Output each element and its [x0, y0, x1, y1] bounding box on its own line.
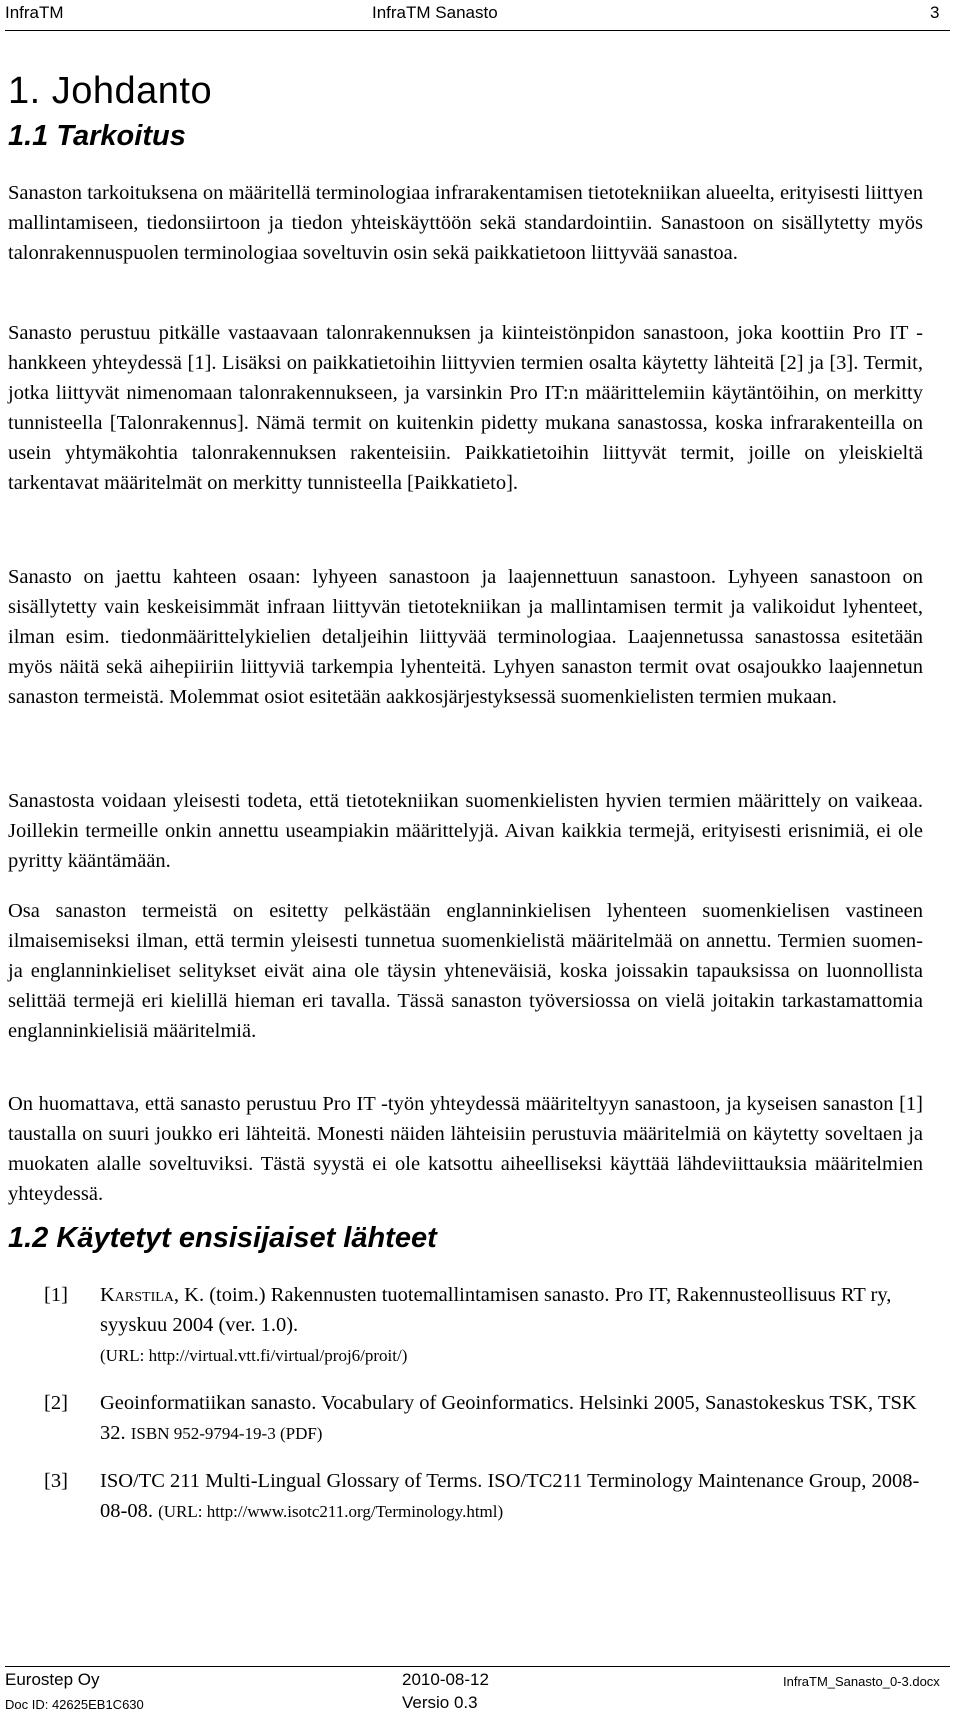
header-rule [5, 30, 950, 31]
reference-number: [1] [44, 1284, 68, 1306]
reference-number: [2] [44, 1392, 68, 1414]
footer-date: 2010-08-12 [402, 1670, 489, 1689]
reference-number: [3] [44, 1470, 68, 1492]
reference-isbn: ISBN 952-9794-19-3 (PDF) [130, 1424, 323, 1443]
paragraph: Sanasto perustuu pitkälle vastaavaan talonrakennuksen ja kiinteistönpidon sanastoon, joka koottiin Pro IT -hankkeen yhteydessä [1]. Lisäksi on paikkatietoihin liittyvien termien osalta käytetty lähteitä [2] ja [3]. Termit, jotka liittyvät nimenomaan talonrakennukseen, ja varsinkin Pro IT:n määrittelemiin käytäntöihin, on merkitty tunnisteella [Talonrakennus]. Nämä termit on kuitenkin pidetty mukana sanastossa, koska infrarakenteilla on usein yhtymäkohtia talonrakennuksen rakenteisiin. Paikkatietoihin liittyvät termit, joille on yleiskieltä tarkentavat määritelmät on merkitty tunnisteella [Paikkatieto]. [8, 322, 923, 494]
paragraph: Sanastosta voidaan yleisesti todeta, että tietotekniikan suomenkielisten hyvien termien määrittely on vaikeaa. Joillekin termeille onkin annettu useampiakin määrittelyjä. Aivan kaikkia termejä, erityisesti erisnimiä, ei ole pyritty kääntämään. [8, 790, 923, 872]
footer-rule [5, 1666, 950, 1667]
reference-body [100, 1388, 920, 1449]
footer-filename: InfraTM_Sanasto_0-3.docx [783, 1674, 940, 1689]
reference-url: (URL: http://www.isotc211.org/Terminology.html) [158, 1502, 504, 1521]
page-header [0, 0, 960, 32]
footer-doc-id: Doc ID: 42625EB1C630 [5, 1697, 144, 1712]
reference-body [100, 1280, 920, 1371]
reference-text: Geoinformatiikan sanasto. Vocabulary of Geoinformatics. Helsinki 2005, Sanastokeskus TSK, TSK 32. [100, 1392, 917, 1444]
section-title-1-2: 1.2 Käytetyt ensisijaiset lähteet [8, 1222, 437, 1254]
section-title-1-1: 1.1 Tarkoitus [8, 120, 186, 152]
footer-company: Eurostep Oy [5, 1670, 100, 1689]
reference-author: Karstila [100, 1284, 174, 1306]
header-left: InfraTM [5, 3, 64, 22]
paragraph: Sanasto on jaettu kahteen osaan: lyhyeen sanastoon ja laajennettuun sanastoon. Lyhyeen sanastoon on sisällytetty vain keskeisimmät infraan liittyvän tietotekniikan ja mallintamisen termit ja valikoidut lyhenteet, ilman esim. tiedonmäärittelykielien detaljeihin liittyvää terminologiaa. Laajennetussa sanastossa esitetään myös näitä sekä aihepiiriin liittyviä tarkempia lyhenteitä. Lyhyen sanaston termit ovat osajoukko laajennetun sanaston termeistä. Molemmat osiot esitetään aakkosjärjestyksessä suomenkielisten termien mukaan. [8, 566, 923, 708]
chapter-title: 1. Johdanto [8, 70, 213, 112]
reference-url: (URL: http://virtual.vtt.fi/virtual/proj6/proit/) [100, 1346, 408, 1365]
header-page-number: 3 [930, 3, 940, 22]
header-center: InfraTM Sanasto [372, 3, 498, 22]
reference-text: , K. (toim.) Rakennusten tuotemallintamisen sanasto. Pro IT, Rakennusteollisuus RT ry, syyskuu 2004 (ver. 1.0). [100, 1284, 892, 1336]
paragraph: Sanaston tarkoituksena on määritellä terminologiaa infrarakentamisen tietotekniikan alueelta, erityisesti liittyen mallintamiseen, tiedonsiirtoon ja tiedon yhteiskäyttöön sekä standardointiin. Sanastoon on sisällytetty myös talonrakennuspuolen terminologiaa soveltuvin osin sekä paikkatietoon liittyvää sanastoa. [8, 182, 923, 264]
reference-body [100, 1466, 920, 1527]
paragraph: Osa sanaston termeistä on esitetty pelkästään englanninkielisen lyhenteen suomenkielisen vastineen ilmaisemiseksi ilman, että termin yleisesti tunnetua suomenkielistä määritelmää on annettu. Termien suomen- ja englanninkieliset selitykset eivät aina ole täysin yhteneväisiä, koska joissakin tapauksissa on luonnollista selittää termejä eri kielillä hieman eri tavalla. Tässä sanaston työversiossa on vielä joitakin tarkastamattomia englanninkielisiä määritelmiä. [8, 900, 923, 1042]
paragraph: On huomattava, että sanasto perustuu Pro IT -työn yhteydessä määriteltyyn sanastoon, ja kyseisen sanaston [1] taustalla on suuri joukko eri lähteitä. Monesti näiden lähteisiin perustuvia määritelmiä on käytetty soveltaen ja muokaten alalle soveltuviksi. Tästä syystä ei ole katsottu aiheelliseksi käyttää lähdeviittauksia määritelmien yhteydessä. [8, 1093, 923, 1205]
footer-version: Versio 0.3 [402, 1693, 478, 1712]
reference-text: ISO/TC 211 Multi-Lingual Glossary of Terms. ISO/TC211 Terminology Maintenance Group, 2008-08-08. [100, 1470, 920, 1522]
